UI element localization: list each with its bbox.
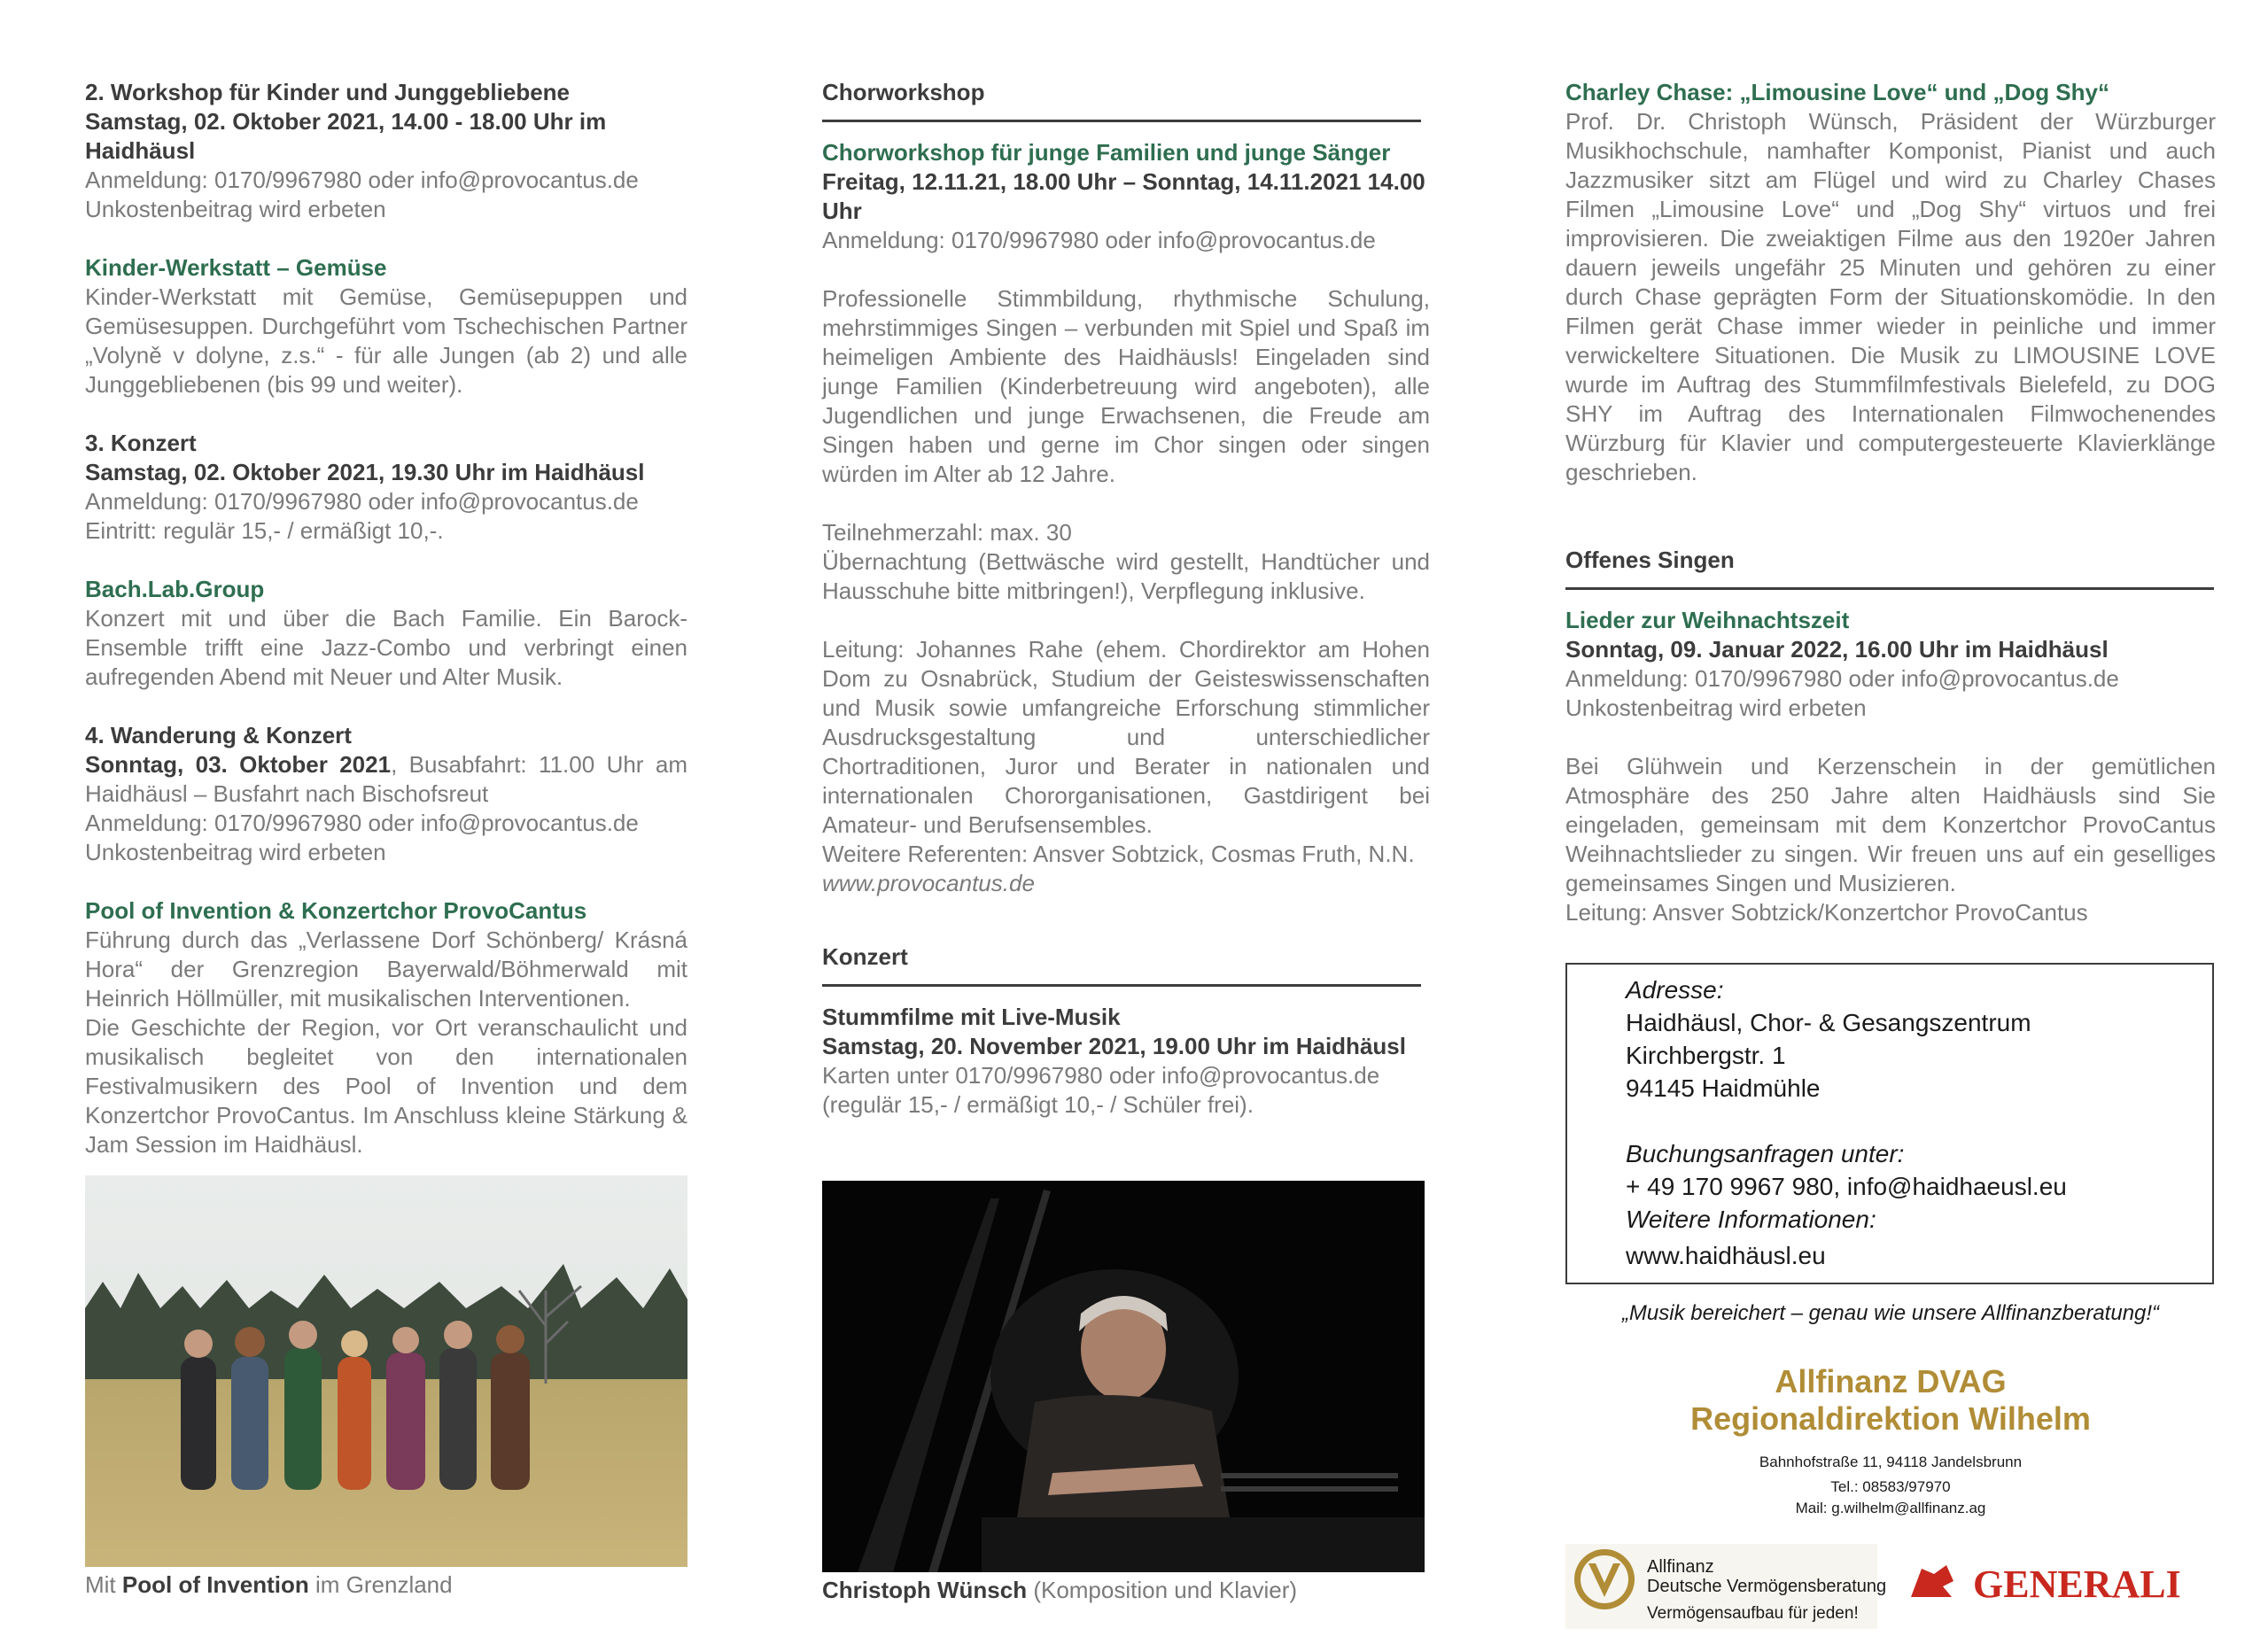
ad-title: Allfinanz DVAG Regionaldirektion Wilhelm xyxy=(1690,1363,2091,1437)
ad-quote: „Musik bereichert – genau wie unsere Allfinanzberatung!“ xyxy=(1621,1301,2160,1325)
event-info: Unkostenbeitrag wird erbeten xyxy=(1565,694,1867,721)
section-title: Lieder zur Weihnachtszeit xyxy=(1565,607,1850,633)
booking-label: Buchungsanfragen unter: xyxy=(1626,1140,1905,1167)
address-line: Kirchbergstr. 1 xyxy=(1626,1042,1786,1069)
event-title: 3. Konzert xyxy=(85,430,197,456)
section-title: Bach.Lab.Group xyxy=(85,576,265,602)
section-title: Pool of Invention & Konzertchor ProvoCantus xyxy=(85,897,587,924)
group-photo xyxy=(85,1175,687,1567)
logo-text: GENERALI xyxy=(1973,1562,2181,1606)
column-middle xyxy=(822,78,1430,1605)
booking-contact[interactable]: + 49 170 9967 980, info@haidhaeusl.eu xyxy=(1626,1173,2067,1200)
address-line: 94145 Haidmühle xyxy=(1626,1074,1821,1102)
section-text: Weitere Referenten: Ansver Sobtzick, Cosmas Fruth, N.N. xyxy=(822,841,1415,867)
column-left xyxy=(85,78,687,1600)
photo-caption: Christoph Wünsch (Komposition und Klavier) xyxy=(822,1577,1298,1603)
website-link[interactable]: www.haidhäusl.eu xyxy=(1626,1242,1826,1269)
section-text: Teilnehmerzahl: max. 30 xyxy=(822,519,1072,546)
section-text: Kinder-Werkstatt mit Gemüse, Gemüsepuppen und Gemüsesuppen. Durchgeführt vom Tschechischen Partner „Volyně v dolyne, z.s.“ - für alle Jungen (ab 2) und alle Junggebliebenen (bis 99 und weiter). xyxy=(85,283,687,398)
section-text: Prof. Dr. Christoph Wünsch, Präsident der Würzburger Musikhochschule, namhafter Komponist, Pianist und auch Jazzmusiker sitzt am Flügel und wird zu Charley Chases Filmen „Limousine Love“ und „Dog Shy“ virtuos und frei improvisieren. Die zweiaktigen Filme aus den 1920er Jahren dauern jeweils ungefähr 25 Minuten und gehören zu einer durch Chase geprägten Form der Situationskomödie. In den Filmen gerät Chase immer wieder in peinliche und immer verwickeltere Situationen. Die Musik zu LIMOUSINE LOVE wurde im Auftrag des Stummfilmfestivals Bielefeld, zu DOG SHY im Auftrag des Internationalen Filmwochenendes Würzburg für Klavier und computergesteuerte Klavierklänge geschrieben. xyxy=(1565,108,2216,485)
section-title: Kinder-Werkstatt – Gemüse xyxy=(85,254,387,281)
event-date: Sonntag, 03. Oktober 2021 xyxy=(85,751,392,778)
sponsor-logos xyxy=(1565,1544,2216,1629)
allfinanz-logo xyxy=(1565,1544,1887,1629)
section-text: Übernachtung (Bettwäsche wird gestellt, Handtücher und Hausschuhe bitte mitbringen!), Verpflegung inklusive. xyxy=(822,548,1430,604)
event-info: Eintritt: regulär 15,- / ermäßigt 10,-. xyxy=(85,517,444,544)
event-title: 4. Wanderung & Konzert xyxy=(85,722,352,748)
pianist-photo-image xyxy=(822,1181,1425,1572)
section-text: Leitung: Ansver Sobtzick/Konzertchor ProvoCantus xyxy=(1565,899,2088,926)
generali-lion-icon xyxy=(1904,1556,2216,1609)
event-info: Anmeldung: 0170/9967980 oder info@provocantus.de xyxy=(85,488,639,515)
event-title: 2. Workshop für Kinder und Junggebliebene xyxy=(85,79,571,105)
section-text: Professionelle Stimmbildung, rhythmische Schulung, mehrstimmiges Singen – verbunden mit Spiel und Spaß im heimeligen Ambiente des Haidhäusls! Eingeladen sind junge Familien (Kinderbetreuung wird angeboten), alle Jugendlichen und junge Erwachsenen, die Freude am Singen haben und gerne im Chor singen oder singen würden im Alter ab 12 Jahre. xyxy=(822,285,1430,487)
section-heading: Konzert xyxy=(822,943,908,970)
photo-caption: Mit Pool of Invention im Grenzland xyxy=(85,1571,453,1598)
section-heading: Chorworkshop xyxy=(822,79,985,105)
event-date: Samstag, 02. Oktober 2021, 19.30 Uhr im Haidhäusl xyxy=(85,459,645,485)
address-label: Adresse: xyxy=(1626,976,1724,1004)
section-text: Führung durch das „Verlassene Dorf Schönberg/ Krásná Hora“ der Grenzregion Bayerwald/Böhmerwald mit Heinrich Höllmüller, mit musikalischen Interventionen. xyxy=(85,927,687,1012)
event-date: Samstag, 20. November 2021, 19.00 Uhr im Haidhäusl xyxy=(822,1033,1406,1059)
section-text: Konzert mit und über die Bach Familie. Ein Barock-Ensemble trifft eine Jazz-Combo und verbringt einen aufregenden Abend mit Neuer und Alter Musik. xyxy=(85,605,687,690)
section-title: Chorworkshop für junge Familien und junge Sänger xyxy=(822,139,1391,166)
website-link[interactable]: www.provocantus.de xyxy=(822,870,1035,896)
event-date-line xyxy=(85,750,687,809)
event-date: Freitag, 12.11.21, 18.00 Uhr – Sonntag, 14.11.2021 14.00 Uhr xyxy=(822,168,1425,224)
section-divider xyxy=(1565,587,2214,590)
logo-text: Vermögensaufbau für jeden! xyxy=(1647,1604,1859,1623)
column-right xyxy=(1565,78,2216,1629)
event-info: Anmeldung: 0170/9967980 oder info@provocantus.de xyxy=(85,810,639,836)
section-divider xyxy=(822,120,1421,122)
info-label: Weitere Informationen: xyxy=(1626,1206,1876,1233)
logo-text: Allfinanz xyxy=(1647,1557,1714,1577)
allfinanz-shield-icon xyxy=(1565,1544,1887,1629)
event-info: Unkostenbeitrag wird erbeten xyxy=(85,196,386,222)
ad-contact: Bahnhofstraße 11, 94118 Jandelsbrunn Tel.: 08583/97970 Mail: g.wilhelm@allfinanz.ag xyxy=(1759,1454,2023,1516)
event-info: Anmeldung: 0170/9967980 oder info@provocantus.de xyxy=(822,227,1376,253)
logo-text: Deutsche Vermögensberatung xyxy=(1647,1577,1887,1596)
event-info: Karten unter 0170/9967980 oder info@provocantus.de xyxy=(822,1062,1380,1089)
event-title: Stummfilme mit Live-Musik xyxy=(822,1004,1121,1030)
pianist-photo xyxy=(822,1181,1425,1572)
event-date-detail: , Busabfahrt: 11.00 Uhr am Haidhäusl – Busfahrt nach Bischofsreut xyxy=(85,751,687,807)
address-box xyxy=(1565,963,2214,1284)
event-info: Unkostenbeitrag wird erbeten xyxy=(85,839,386,865)
address-line: Haidhäusl, Chor- & Gesangszentrum xyxy=(1626,1009,2031,1036)
event-info: Anmeldung: 0170/9967980 oder info@provocantus.de xyxy=(85,167,639,193)
event-info: Anmeldung: 0170/9967980 oder info@provocantus.de xyxy=(1565,665,2119,692)
section-divider xyxy=(822,984,1421,987)
event-info: (regulär 15,- / ermäßigt 10,- / Schüler frei). xyxy=(822,1091,1254,1118)
section-title: Charley Chase: „Limousine Love“ und „Dog Shy“ xyxy=(1565,79,2109,105)
generali-logo xyxy=(1904,1556,2216,1609)
event-date: Samstag, 02. Oktober 2021, 14.00 - 18.00 Uhr im Haidhäusl xyxy=(85,108,607,164)
event-date: Sonntag, 09. Januar 2022, 16.00 Uhr im Haidhäusl xyxy=(1565,636,2109,663)
section-heading: Offenes Singen xyxy=(1565,547,1735,573)
section-text: Leitung: Johannes Rahe (ehem. Chordirektor am Hohen Dom zu Osnabrück, Studium der Geisteswissenschaften und Musik sowie umfangreiche Erforschung stimmlicher Ausdrucksgestaltung und unterschiedlicher Chortraditionen, Juror und Berater in nationalen und internationalen Chororganisationen, Gastdirigent bei Amateur- und Berufsensembles. xyxy=(822,636,1430,838)
group-photo-image xyxy=(85,1175,687,1567)
section-text: Die Geschichte der Region, vor Ort veranschaulicht und musikalisch begleitet von den internationalen Festivalmusikern des Pool of Invention und dem Konzertchor ProvoCantus. Im Anschluss kleine Stärkung & Jam Session im Haidhäusl. xyxy=(85,1014,687,1158)
section-text: Bei Glühwein und Kerzenschein in der gemütlichen Atmosphäre des 250 Jahre alten Haidhäusls sind Sie eingeladen, gemeinsam mit dem Konzertchor ProvoCantus Weihnachtslieder zu singen. Wir freuen uns auf ein geselliges gemeinsames Singen und Musizieren. xyxy=(1565,753,2216,896)
